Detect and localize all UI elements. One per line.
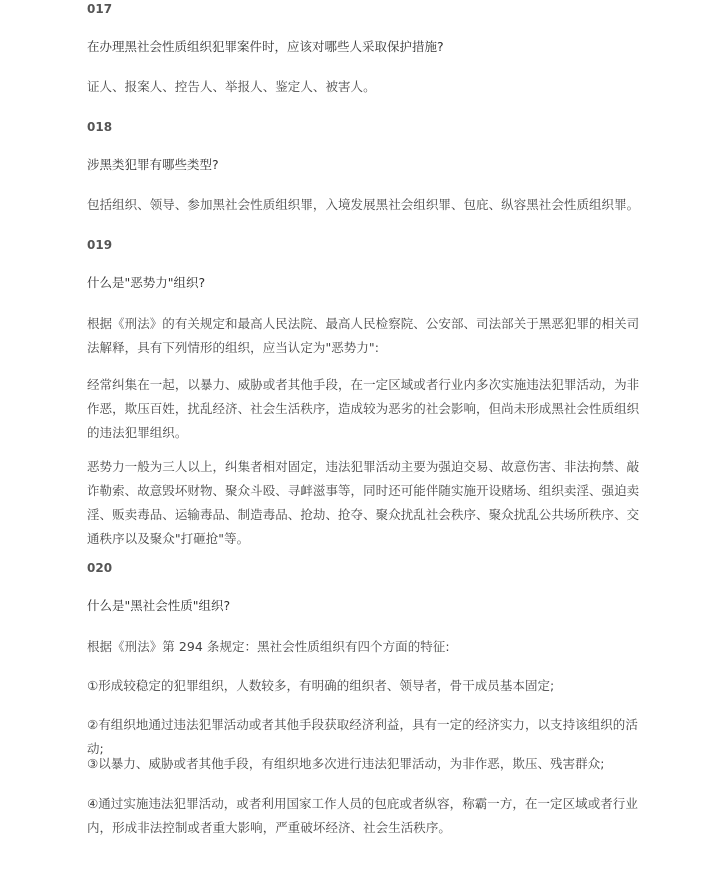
item-number: 017	[87, 2, 113, 16]
item-answer-paragraph: ④通过实施违法犯罪活动，或者利用国家工作人员的包庇或者纵容，称霸一方，在一定区域或者行业内，形成非法控制或者重大影响，严重破坏经济、社会生活秩序。	[87, 796, 638, 835]
item-answer-paragraph: 证人、报案人、控告人、举报人、鉴定人、被害人。	[87, 79, 376, 94]
item-answer-paragraph: 根据《刑法》的有关规定和最高人民法院、最高人民检察院、公安部、司法部关于黑恶犯罪的相关司法解释，具有下列情形的组织，应当认定为"恶势力":	[87, 316, 640, 355]
item-answer-paragraph: ②有组织地通过违法犯罪活动或者其他手段获取经济利益，具有一定的经济实力，以支持该组织的活动;	[87, 717, 638, 756]
item-answer-paragraph: 根据《刑法》第 294 条规定：黑社会性质组织有四个方面的特征:	[87, 639, 450, 654]
item-answer-paragraph: ①形成较稳定的犯罪组织，人数较多，有明确的组织者、领导者，骨干成员基本固定;	[87, 678, 555, 693]
item-answer-paragraph: 包括组织、领导、参加黑社会性质组织罪，入境发展黑社会组织罪、包庇、纵容黑社会性质组织罪。	[87, 197, 640, 212]
item-question: 涉黑类犯罪有哪些类型?	[87, 157, 219, 172]
item-question: 什么是"黑社会性质"组织?	[87, 598, 231, 613]
item-answer-paragraph: 经常纠集在一起，以暴力、威胁或者其他手段，在一定区域或者行业内多次实施违法犯罪活动，为非作恶，欺压百姓，扰乱经济、社会生活秩序，造成较为恶劣的社会影响，但尚未形成黑社会性质组织的违法犯罪组织。	[87, 377, 640, 440]
item-number: 018	[87, 120, 113, 134]
item-question: 什么是"恶势力"组织?	[87, 275, 206, 290]
item-number: 019	[87, 238, 113, 252]
item-answer-paragraph: 恶势力一般为三人以上，纠集者相对固定，违法犯罪活动主要为强迫交易、故意伤害、非法拘禁、敲诈勒索、故意毁坏财物、聚众斗殴、寻衅滋事等，同时还可能伴随实施开设赌场、组织卖淫、强迫卖淫、贩卖毒品、运输毒品、制造毒品、抢劫、抢夺、聚众扰乱社会秩序、聚众扰乱公共场所秩序、交通秩序以及聚众"打砸抢"等。	[87, 459, 640, 546]
item-answer-paragraph: ③以暴力、威胁或者其他手段，有组织地多次进行违法犯罪活动，为非作恶，欺压、残害群众;	[87, 756, 605, 771]
item-number: 020	[87, 561, 113, 575]
item-question: 在办理黑社会性质组织犯罪案件时，应该对哪些人采取保护措施?	[87, 39, 444, 54]
